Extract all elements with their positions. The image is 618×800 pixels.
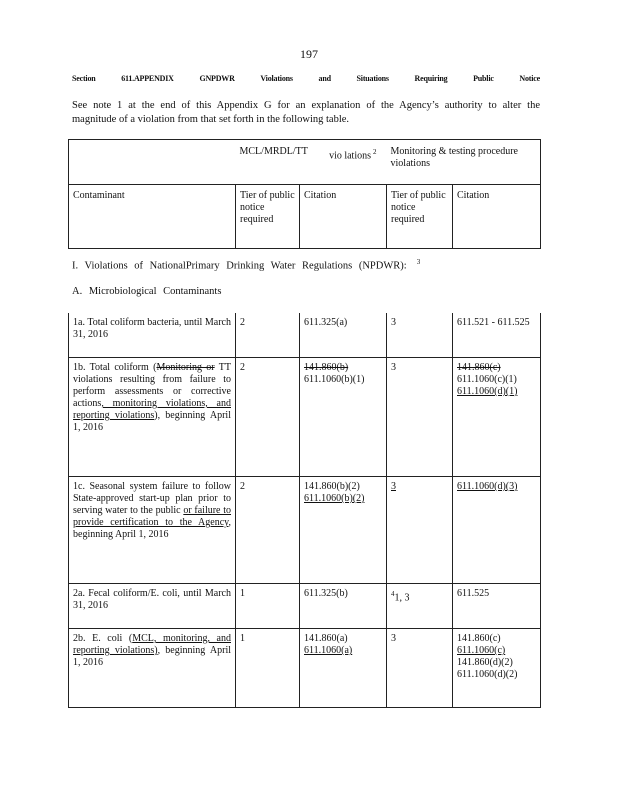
mcl-label: MCL/MRDL/TT (239, 146, 308, 157)
tier-cell-2 (387, 477, 453, 584)
tier-value: 3 (391, 317, 396, 328)
section-heading-word: GNPDWR (199, 74, 235, 83)
contaminant-text: , beginning April 1, 2016 (73, 645, 231, 668)
section-heading (72, 74, 540, 83)
citation-text: 141.860(c) (457, 362, 501, 373)
citation-text: 611.1060(b)(1) (304, 374, 365, 385)
tier-cell-2 (387, 358, 453, 477)
tier-cell: 2 (236, 358, 300, 477)
contaminant-text: 1c. Seasonal system failure to follow State-approved start-up plan prior to serving water to the public (73, 481, 231, 516)
contaminant-text: MCL, monitoring, and reporting violations) (73, 633, 231, 656)
citation-text: 611.325(b) (304, 588, 348, 599)
citation-cell (300, 584, 387, 629)
citation-cell-2 (453, 313, 541, 358)
citation-text: 611.325(a) (304, 317, 348, 328)
violations-label-wrap (329, 146, 376, 162)
citation-text: 611.1060(a) (304, 645, 353, 656)
section-heading-word: Notice (519, 74, 540, 83)
citation-text: 611.525 (457, 588, 490, 599)
contaminant-text: 1b. Total coliform ( (73, 362, 157, 373)
tier-cell: 2 (236, 313, 300, 358)
citation-text: 611.1060(d)(1) (457, 386, 518, 397)
citation-cell-2 (453, 629, 541, 708)
citation-text: 141.860(c) (457, 633, 501, 644)
tier-cell-2 (387, 629, 453, 708)
citation-cell-2 (453, 358, 541, 477)
citation-text: 611.1060(d)(3) (457, 481, 518, 492)
tier-cell-2 (387, 313, 453, 358)
violations-table (68, 313, 541, 708)
section-heading-word: Violations (260, 74, 293, 83)
note-line-2: magnitude of a violation from that set forth in the following table. (72, 114, 350, 125)
tier-footnote: 4 (391, 590, 395, 598)
page-number: 197 (300, 47, 318, 61)
contaminant-cell (69, 584, 236, 629)
citation-cell (300, 477, 387, 584)
contaminant-text: , monitoring violations, and reporting violations (73, 398, 231, 421)
citation-header: Citation (300, 185, 387, 249)
tier-header-2: Tier of public notice required (387, 185, 453, 249)
contaminant-text: TT violations resulting from failure to perform assessments or corrective actions (73, 362, 231, 409)
section-I-footnote: 3 (416, 258, 421, 266)
tier-value: 3 (391, 362, 396, 373)
contaminant-text: 2a. Fecal coliform/E. coli, until March 31, 2016 (73, 588, 231, 611)
monitoring-header-cell (387, 140, 541, 185)
section-I-heading (72, 258, 420, 272)
citation-text: 141.860(b) (304, 362, 349, 373)
tier-cell: 2 (236, 477, 300, 584)
violations-label: vio lations (329, 150, 372, 162)
explanatory-note (72, 99, 540, 127)
citation-text: 611.1060(d)(2) (457, 669, 518, 680)
section-heading-word: Situations (356, 74, 389, 83)
contaminant-text: 1a. Total coliform bacteria, until March 31, 2016 (73, 317, 231, 340)
citation-cell (300, 313, 387, 358)
citation-text: 611.521 - 611.525 (457, 317, 530, 328)
citation-cell (300, 629, 387, 708)
table-row (69, 629, 541, 708)
citation-text: 141.860(d)(2) (457, 657, 513, 668)
contaminant-cell (69, 313, 236, 358)
tier-value: 1, 3 (394, 592, 410, 604)
citation-header-2: Citation (453, 185, 541, 249)
monitoring-label: Monitoring & testing procedure violations (390, 146, 518, 169)
contaminant-text: , beginning April 1, 2016 (73, 517, 231, 540)
citation-text: 611.1060(c) (457, 645, 506, 656)
contaminant-text: 2b. E. coli ( (73, 633, 133, 644)
tier-cell: 1 (236, 629, 300, 708)
violations-footnote: 2 (373, 148, 377, 156)
contaminant-text: ), beginning April 1, 2016 (73, 410, 231, 433)
section-heading-word: Section (72, 74, 96, 83)
header-blank-cell (69, 140, 236, 185)
section-heading-word: 611.APPENDIX (121, 74, 174, 83)
citation-cell (300, 358, 387, 477)
citation-text: 611.1060(b)(2) (304, 493, 365, 504)
table-row (69, 477, 541, 584)
contaminant-text: Monitoring or (156, 362, 215, 373)
tier-value: 3 (391, 633, 396, 644)
tier-header: Tier of public notice required (236, 185, 300, 249)
tier-cell-2 (387, 584, 453, 629)
table-row (69, 358, 541, 477)
citation-text: 141.860(a) (304, 633, 348, 644)
contaminant-cell (69, 629, 236, 708)
citation-cell-2 (453, 584, 541, 629)
mcl-header-cell (236, 140, 387, 185)
contaminant-cell (69, 477, 236, 584)
citation-cell-2 (453, 477, 541, 584)
tier-value: 3 (391, 481, 396, 492)
citation-text: 141.860(b)(2) (304, 481, 360, 492)
citation-text: 611.1060(c)(1) (457, 374, 517, 385)
contaminant-cell (69, 358, 236, 477)
contaminant-text: or failure to provide certification to the Agency (73, 505, 232, 528)
section-heading-word: Public (473, 74, 494, 83)
section-heading-word: Requiring (414, 74, 448, 83)
note-line-1: See note 1 at the end of this Appendix G for an explanation of the Agency’s authority to alter the (72, 100, 540, 111)
section-A-heading: A. Microbiological Contaminants (72, 286, 222, 297)
section-I-text: I. Violations of NationalPrimary Drinking Water Regulations (NPDWR): (72, 260, 407, 272)
header-table (68, 139, 541, 249)
contaminant-header: Contaminant (69, 185, 236, 249)
tier-cell: 1 (236, 584, 300, 629)
table-row (69, 313, 541, 358)
section-heading-word: and (318, 74, 331, 83)
table-row (69, 584, 541, 629)
